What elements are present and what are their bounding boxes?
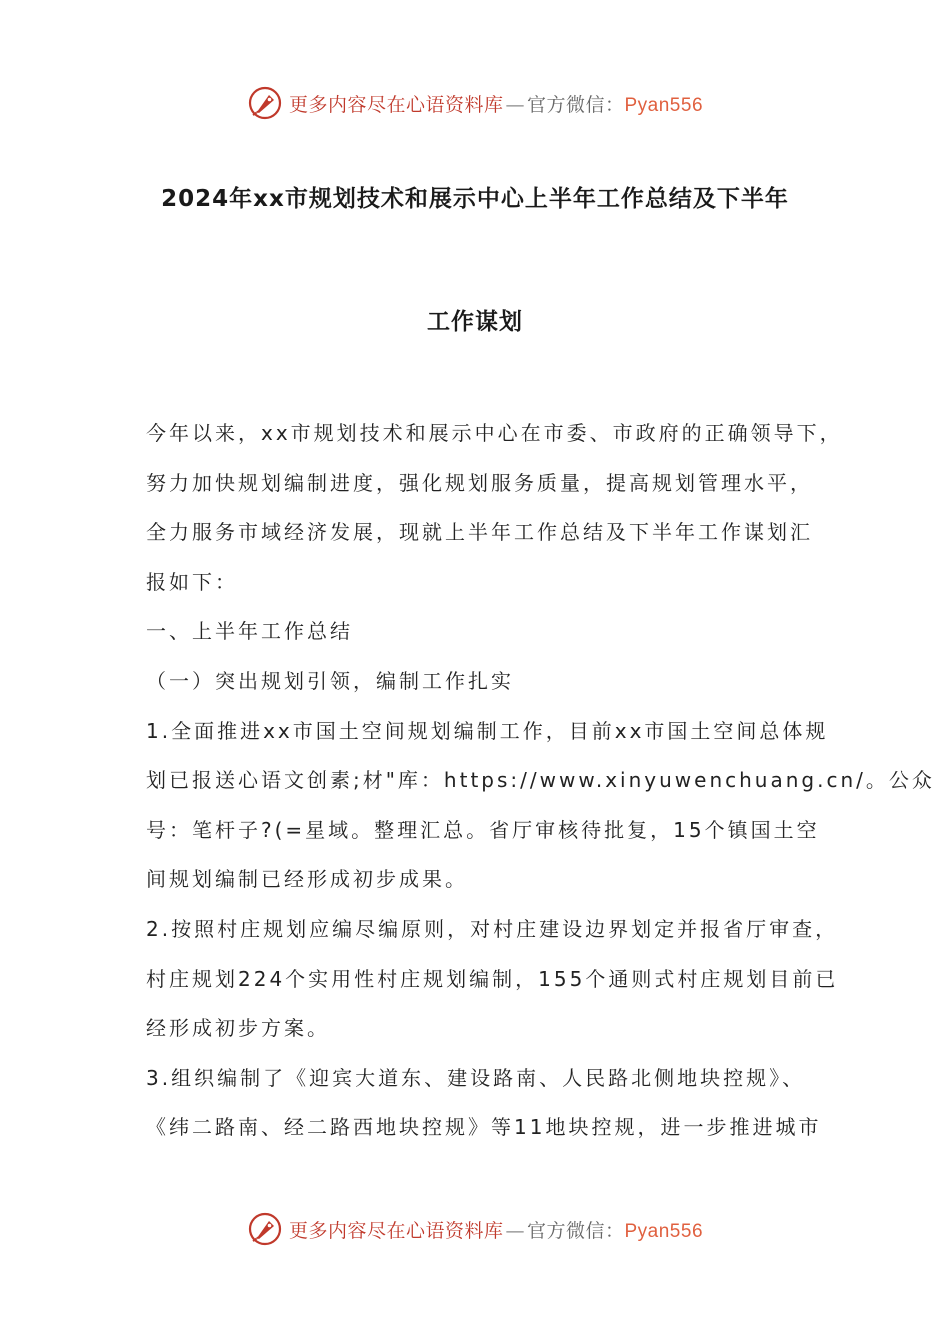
pen-nib-logo-icon [247,1211,283,1247]
watermark-text: 更多内容尽在心语资料库 — 官方微信：Pyan556 [288,1219,704,1242]
document-body [146,418,935,1162]
body-line: 村庄规划224个实用性村庄规划编制，155个通则式村庄规划目前已 [146,966,839,991]
body-line: 2.按照村庄规划应编尽编原则，对村庄建设边界划定并报省厅审查， [146,916,839,941]
body-line: 1.全面推进xx市国土空间规划编制工作，目前xx市国土空间总体规 [146,718,829,743]
body-line: 报如下： [146,569,238,594]
body-line: 努力加快规划编制进度，强化规划服务质量，提高规划管理水平， [146,470,813,495]
footer-watermark [0,1207,950,1251]
body-line: 《纬二路南、经二路西地块控规》等11地块控规，进一步推进城市 [146,1115,822,1140]
body-line: 间规划编制已经形成初步成果。 [146,867,468,892]
section-heading: 一、上半年工作总结 [146,619,353,644]
body-line: 号：笔杆子?(=星域。整理汇总。省厅审核待批复，15个镇国土空 [146,817,820,842]
watermark-text: 更多内容尽在心语资料库 — 官方微信：Pyan556 [288,93,704,116]
body-line: 划已报送心语文创素;材"库：https://www.xinyuwenchuang.cn/。公众 [146,768,935,793]
subsection-heading: （一）突出规划引领，编制工作扎实 [146,668,514,693]
body-line: 今年以来，xx市规划技术和展示中心在市委、市政府的正确领导下， [146,421,843,445]
body-line: 3.组织编制了《迎宾大道东、建设路南、人民路北侧地块控规》、 [146,1065,806,1090]
pen-nib-logo-icon [247,85,283,121]
body-line: 经形成初步方案。 [146,1016,330,1041]
document-title-line-1: 2024年xx市规划技术和展示中心上半年工作总结及下半年 [161,186,789,212]
body-line: 全力服务市域经济发展，现就上半年工作总结及下半年工作谋划汇 [146,520,813,545]
document-title-line-2: 工作谋划 [427,309,523,335]
header-watermark [0,81,950,125]
